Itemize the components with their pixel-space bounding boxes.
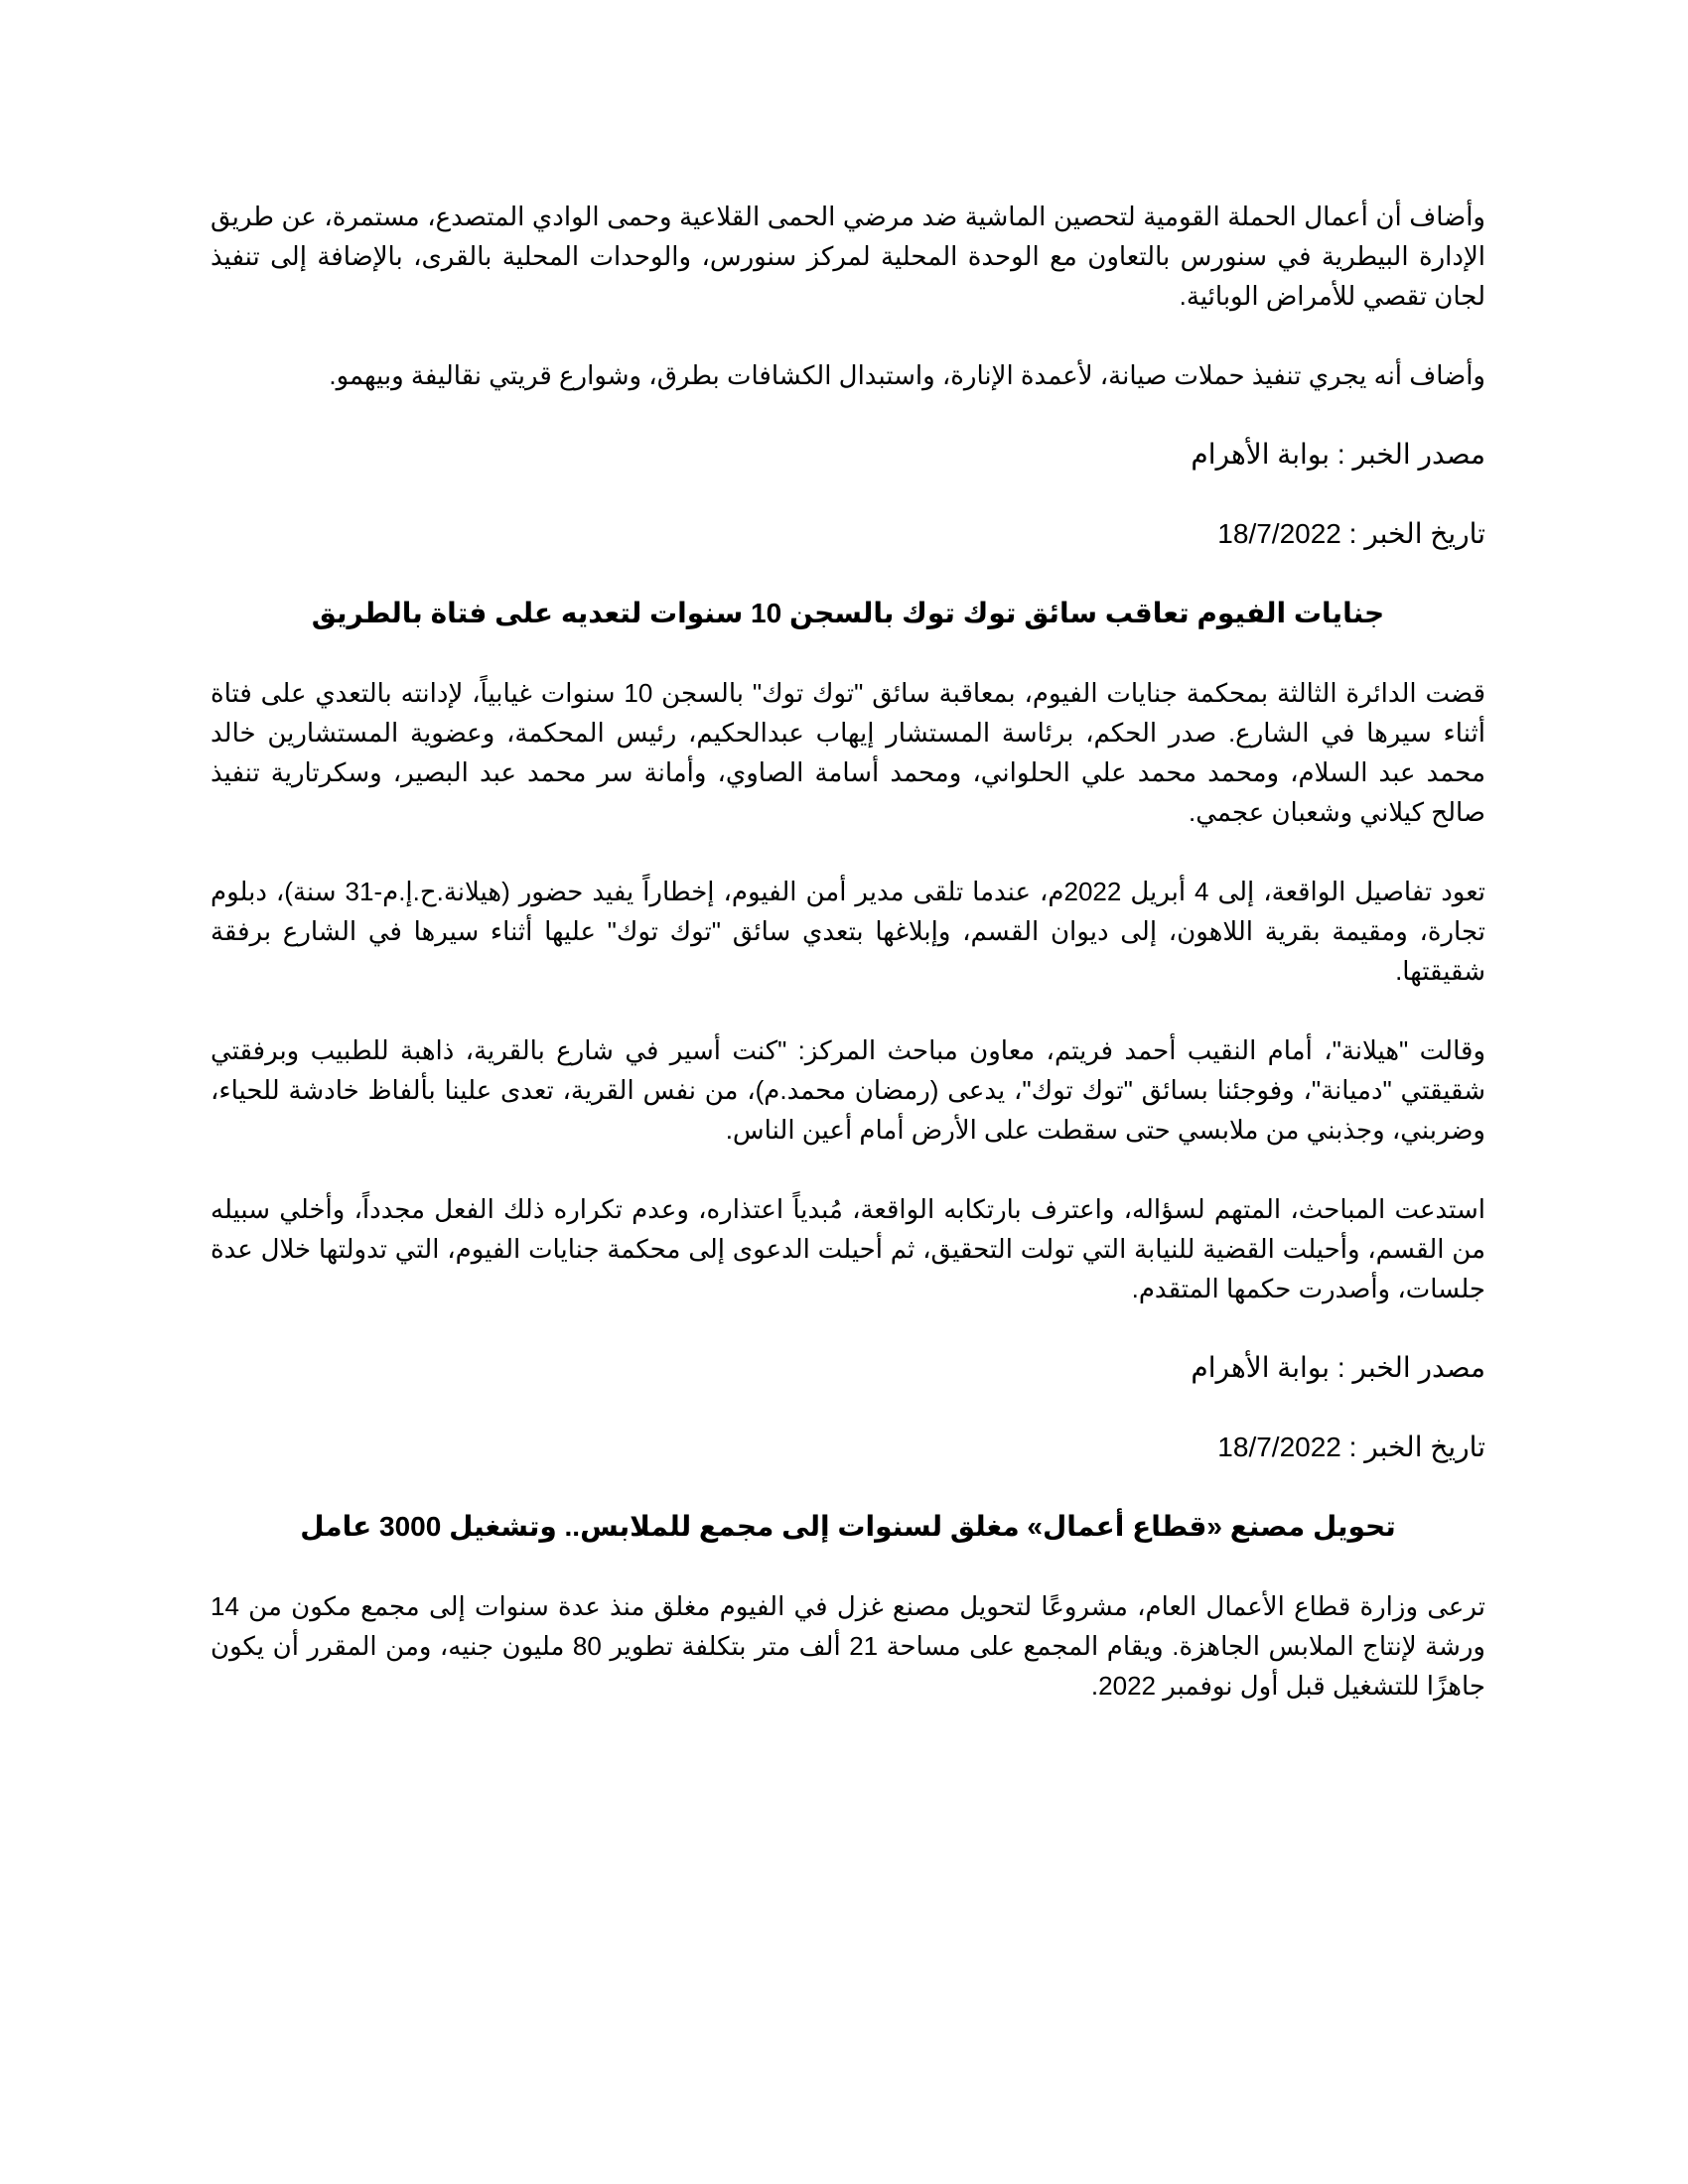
news-date: تاريخ الخبر : 18/7/2022 (1217, 518, 1485, 549)
body-paragraph: تعود تفاصيل الواقعة، إلى 4 أبريل 2022م، عندما تلقى مدير أمن الفيوم، إخطاراً يفيد حضور (هيلانة.ح.إ.م-31 سنة)، دبلوم تجارة، ومقيمة بقرية اللاهون، إلى ديوان القسم، وإبلاغها بتعدي سائق "توك توك" عليها أثناء سيرها في الشارع برفقة شقيقتها. (211, 877, 1485, 986)
body-paragraph: وأضاف أن أعمال الحملة القومية لتحصين الماشية ضد مرضي الحمى القلاعية وحمى الوادي المتصدع، مستمرة، عن طريق الإدارة البيطرية في سنورس بالتعاون مع الوحدة المحلية لمركز سنورس، والوحدات المحلية بالقرى، بالإضافة إلى تنفيذ لجان تقصي للأمراض الوبائية. (211, 202, 1485, 311)
article-headline: تحويل مصنع «قطاع أعمال» مغلق لسنوات إلى مجمع للملابس.. وتشغيل 3000 عامل (300, 1511, 1396, 1542)
document-page (211, 197, 1485, 1745)
body-paragraph: ترعى وزارة قطاع الأعمال العام، مشروعًا لتحويل مصنع غزل في الفيوم مغلق منذ عدة سنوات إلى مجمع مكون من 14 ورشة لإنتاج الملابس الجاهزة. ويقام المجمع على مساحة 21 ألف متر بتكلفة تطوير 80 مليون جنيه، ومن المقرر أن يكون جاهزًا للتشغيل قبل أول نوفمبر 2022. (211, 1591, 1485, 1701)
news-source: مصدر الخبر : بوابة الأهرام (1191, 1352, 1485, 1383)
news-date: تاريخ الخبر : 18/7/2022 (1217, 1432, 1485, 1462)
news-source: مصدر الخبر : بوابة الأهرام (1191, 439, 1485, 470)
body-paragraph: قضت الدائرة الثالثة بمحكمة جنايات الفيوم، بمعاقبة سائق "توك توك" بالسجن 10 سنوات غيابياً، لإدانته بالتعدي على فتاة أثناء سيرها في الشارع. صدر الحكم، برئاسة المستشار إيهاب عبدالحكيم، رئيس المحكمة، وعضوية المستشارين خالد محمد عبد السلام، ومحمد محمد علي الحلواني، ومحمد أسامة الصاوي، وأمانة سر محمد عبد البصير، وسكرتارية تنفيذ صالح كيلاني وشعبان عجمي. (211, 678, 1486, 827)
body-paragraph: استدعت المباحث، المتهم لسؤاله، واعترف بارتكابه الواقعة، مُبدياً اعتذاره، وعدم تكراره ذلك الفعل مجدداً، وأخلي سبيله من القسم، وأحيلت القضية للنيابة التي تولت التحقيق، ثم أحيلت الدعوى إلى محكمة جنايات الفيوم، التي تدولتها خلال عدة جلسات، وأصدرت حكمها المتقدم. (211, 1194, 1485, 1303)
article-headline: جنايات الفيوم تعاقب سائق توك توك بالسجن 10 سنوات لتعديه على فتاة بالطريق (311, 598, 1385, 628)
body-paragraph: وأضاف أنه يجري تنفيذ حملات صيانة، لأعمدة الإنارة، واستبدال الكشافات بطرق، وشوارع قريتي نقاليفة وبيهمو. (329, 360, 1485, 390)
body-paragraph: وقالت "هيلانة"، أمام النقيب أحمد فريتم، معاون مباحث المركز: "كنت أسير في شارع بالقرية، ذاهبة للطبيب وبرفقتي شقيقتي "دميانة"، وفوجئنا بسائق "توك توك"، يدعى (رمضان محمد.م)، من نفس القرية، تعدى علينا بألفاظ خادشة للحياء، وضربني، وجذبني من ملابسي حتى سقطت على الأرض أمام أعين الناس. (211, 1035, 1485, 1145)
